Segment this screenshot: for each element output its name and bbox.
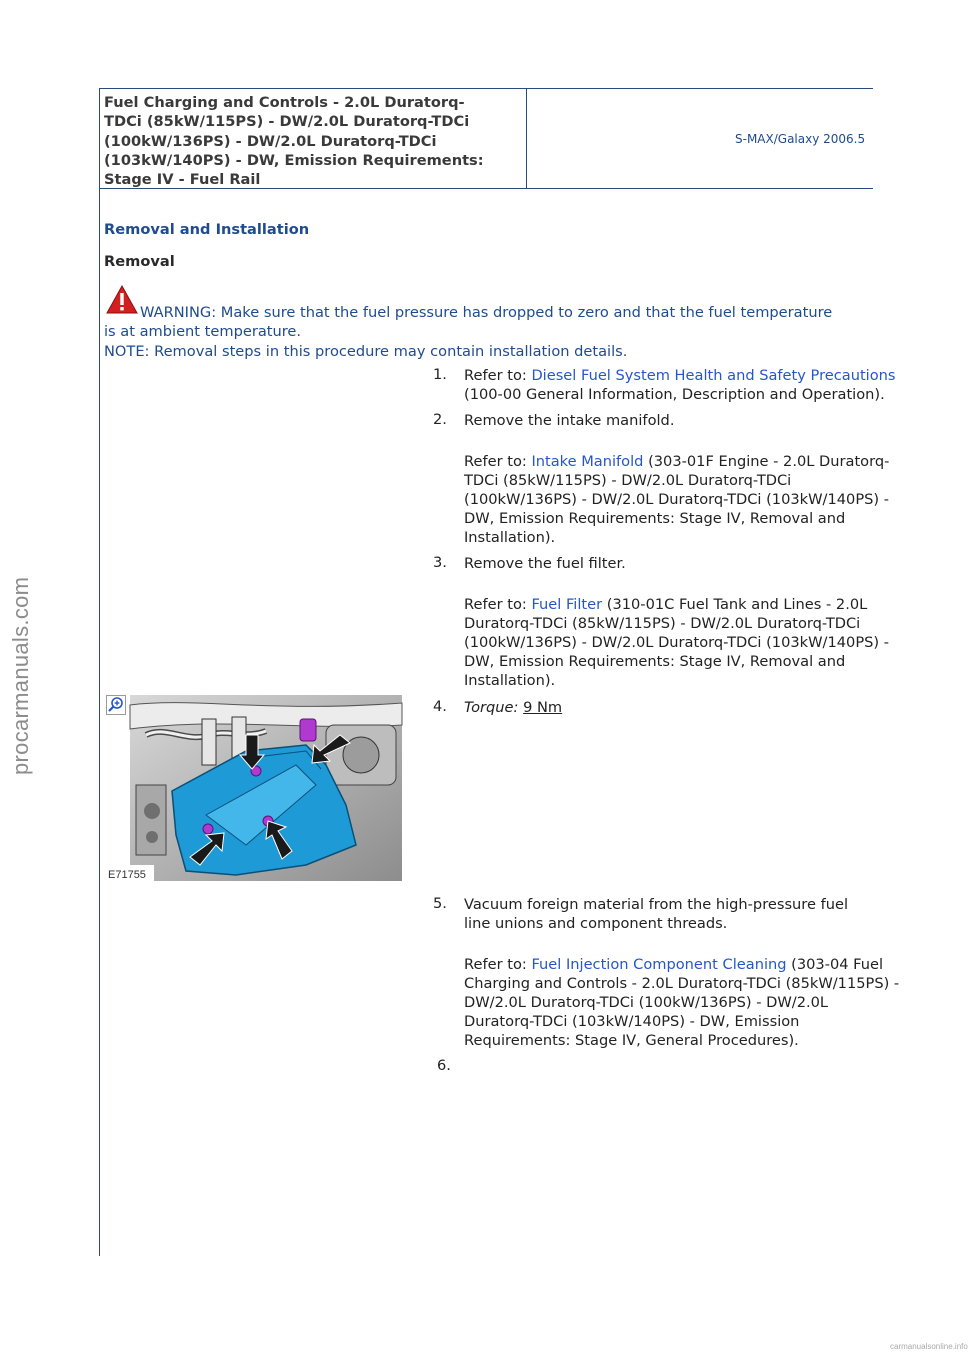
side-watermark: procarmanuals.com	[8, 576, 33, 775]
sensor-highlight	[300, 719, 316, 741]
ref-line: DW, Emission Requirements: Stage IV, Removal and	[464, 653, 846, 670]
link-fuel-injection-cleaning[interactable]: Fuel Injection Component Cleaning	[531, 956, 787, 973]
bolt-highlight	[203, 824, 213, 834]
torque-label: Torque:	[464, 699, 519, 716]
ref-line: Installation).	[464, 529, 556, 546]
step-text: line unions and component threads.	[464, 915, 728, 932]
subsection-title: Removal	[104, 253, 175, 270]
step-text: Vacuum foreign material from the high-pressure fuel	[464, 896, 849, 913]
ref-line: (100kW/136PS) - DW/2.0L Duratorq-TDCi (103kW/140PS) -	[464, 634, 889, 651]
ref-line: (100kW/136PS) - DW/2.0L Duratorq-TDCi (103kW/140PS) -	[464, 491, 889, 508]
left-border-rule	[99, 88, 100, 1256]
step-number: 1.	[433, 366, 447, 383]
warning-triangle-icon	[106, 285, 138, 314]
magnify-plus-icon[interactable]	[106, 695, 126, 715]
link-fuel-filter[interactable]: Fuel Filter	[531, 596, 603, 613]
step-number: 6.	[437, 1057, 451, 1074]
refer-label: Refer to:	[464, 453, 532, 470]
ref-text: (310-01C Fuel Tank and Lines - 2.0L	[602, 596, 868, 613]
section-title: Removal and Installation	[104, 221, 310, 238]
engine-illustration	[106, 695, 402, 885]
refer-label: Refer to:	[464, 367, 532, 384]
ref-text: (303-04 Fuel	[786, 956, 884, 973]
ref-line: Charging and Controls - 2.0L Duratorq-TDCi (85kW/115PS) -	[464, 975, 900, 992]
ref-line: Installation).	[464, 672, 556, 689]
ref-line: Duratorq-TDCi (85kW/115PS) - DW/2.0L Duratorq-TDCi	[464, 615, 861, 632]
note-text: NOTE: Removal steps in this procedure may contain installation details.	[104, 343, 628, 360]
figure-reference: E71755	[108, 869, 146, 881]
step-5-body	[464, 895, 900, 1050]
step-number: 2.	[433, 411, 447, 428]
document-title	[104, 93, 524, 189]
step-3-body	[464, 554, 889, 690]
step-4-body	[464, 698, 873, 717]
step-number: 4.	[433, 698, 447, 715]
torque-value: 9 Nm	[523, 699, 563, 716]
refer-label: Refer to:	[464, 596, 532, 613]
ref-text: (303-01F Engine - 2.0L Duratorq-	[643, 453, 890, 470]
step-4-figure[interactable]	[106, 695, 402, 885]
warning-text: WARNING: Make sure that the fuel pressure has dropped to zero and that the fuel temperature	[140, 304, 833, 321]
header-column-divider	[526, 88, 527, 189]
step-number: 3.	[433, 554, 447, 571]
ref-line: TDCi (85kW/115PS) - DW/2.0L Duratorq-TDCi	[464, 472, 792, 489]
ref-line: (100-00 General Information, Description and Operation).	[464, 386, 885, 403]
ref-line: DW/2.0L Duratorq-TDCi (100kW/136PS) - DW/2.0L	[464, 994, 829, 1011]
ref-line: Duratorq-TDCi (103kW/140PS) - DW, Emission	[464, 1013, 800, 1030]
title-line: (100kW/136PS) - DW/2.0L Duratorq-TDCi	[104, 132, 437, 150]
footer-watermark: carmanualsonline.info	[890, 1342, 968, 1351]
header-top-rule	[99, 88, 873, 89]
step-number: 5.	[433, 895, 447, 912]
step-2-body	[464, 411, 890, 547]
title-line: (103kW/140PS) - DW, Emission Requirements:	[104, 151, 484, 169]
ref-line: Requirements: Stage IV, General Procedures).	[464, 1032, 799, 1049]
link-intake-manifold[interactable]: Intake Manifold	[531, 453, 644, 470]
model-label: S-MAX/Galaxy 2006.5	[735, 132, 866, 146]
step-1-body	[464, 366, 896, 404]
step-text: Remove the fuel filter.	[464, 555, 626, 572]
link-diesel-fuel-safety[interactable]: Diesel Fuel System Health and Safety Precautions	[531, 367, 896, 384]
title-line: Stage IV - Fuel Rail	[104, 171, 261, 189]
refer-label: Refer to:	[464, 956, 532, 973]
warning-text-continued: is at ambient temperature.	[104, 323, 302, 340]
ref-line: DW, Emission Requirements: Stage IV, Removal and	[464, 510, 846, 527]
step-text: Remove the intake manifold.	[464, 412, 675, 429]
title-line: TDCi (85kW/115PS) - DW/2.0L Duratorq-TDCi	[104, 113, 470, 131]
title-line: Fuel Charging and Controls - 2.0L Duratorq-	[104, 94, 465, 111]
